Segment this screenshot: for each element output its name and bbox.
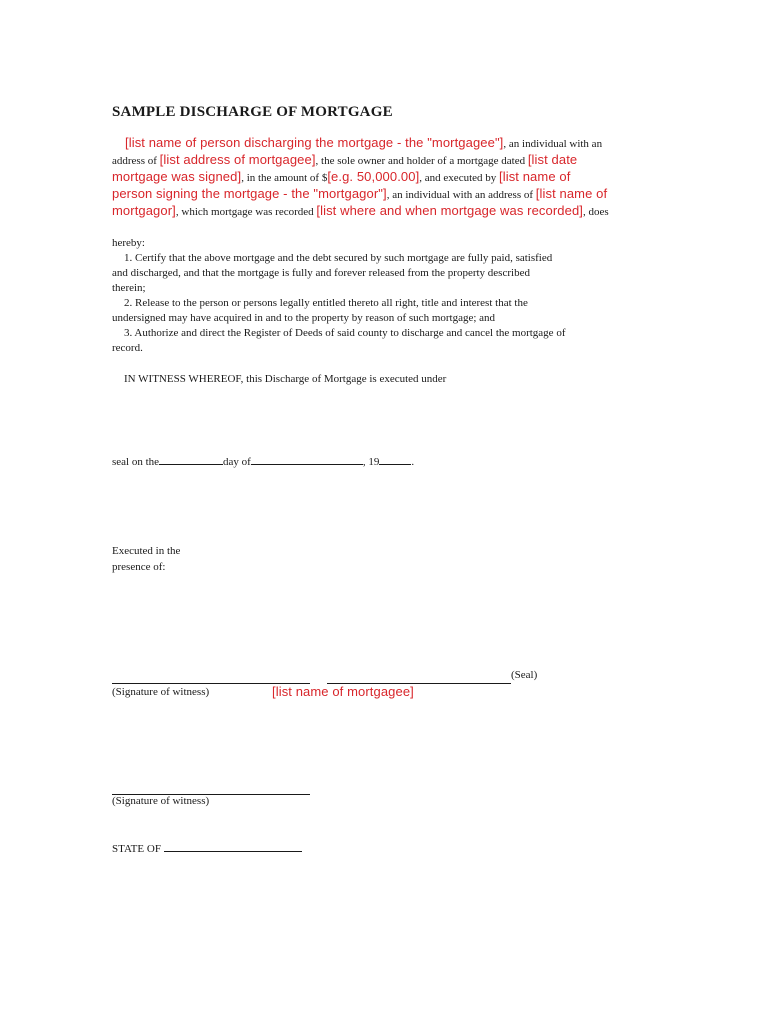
intro-text-4: , in the amount of $ [241, 172, 328, 184]
year-blank[interactable] [379, 453, 411, 465]
state-of-label: STATE OF [112, 843, 161, 855]
year-prefix-text: , 19 [362, 456, 380, 468]
intro-text-1: , an individual with an [503, 138, 603, 150]
item-1-line-b: and discharged, and that the mortgage is fully and forever released from the property described [112, 267, 530, 279]
mortgagee-signature-line[interactable] [327, 671, 511, 684]
intro-text-6: , an individual with an address of [386, 189, 534, 201]
witness-2-label: (Signature of witness) [112, 795, 210, 807]
placeholder-date-a[interactable]: [list date [527, 152, 578, 167]
placeholder-recorded[interactable]: [list where and when mortgage was recorded] [316, 203, 583, 218]
item-2-line-a: 2. Release to the person or persons legally entitled thereto all right, title and interest that the [124, 297, 528, 309]
seal-on-the-text: seal on the [112, 456, 160, 468]
placeholder-mortgagor-addr-b[interactable]: mortgagor] [112, 203, 176, 218]
month-blank[interactable] [251, 453, 363, 465]
witness-1-label: (Signature of witness) [112, 686, 210, 698]
item-1-line-c: therein; [112, 282, 146, 294]
item-3-line-b: record. [112, 342, 143, 354]
witness-whereof-text: IN WITNESS WHEREOF, this Discharge of Mortgage is executed under [124, 373, 447, 385]
placeholder-mortgagor-b[interactable]: person signing the mortgage - the "mortgagor"] [112, 186, 387, 201]
witness-2-signature-line[interactable] [112, 782, 310, 795]
item-1-line-a: 1. Certify that the above mortgage and the debt secured by such mortgage are fully paid, satisfied [124, 252, 553, 264]
intro-paragraph [112, 134, 642, 219]
placeholder-mortgagee-name[interactable]: [list name of mortgagee] [272, 684, 414, 699]
placeholder-address[interactable]: [list address of mortgagee] [159, 152, 316, 167]
placeholder-amount[interactable]: [e.g. 50,000.00] [327, 169, 420, 184]
seal-label: (Seal) [511, 669, 538, 681]
intro-text-5: , and executed by [419, 172, 497, 184]
state-of-line [112, 840, 302, 855]
placeholder-date-b[interactable]: mortgage was signed] [112, 169, 242, 184]
witness-1-signature-line[interactable] [112, 671, 310, 684]
intro-text-7: , which mortgage was recorded [175, 206, 314, 218]
executed-text-a: Executed in the [112, 545, 181, 557]
placeholder-mortgagee[interactable]: [list name of person discharging the mortgage - the "mortgagee"] [125, 135, 504, 150]
intro-text-8: , does [583, 206, 609, 218]
hereby-text: hereby: [112, 237, 145, 249]
placeholder-mortgagor-a[interactable]: [list name of [499, 169, 571, 184]
placeholder-mortgagor-addr-a[interactable]: [list name of [535, 186, 608, 201]
day-blank[interactable] [159, 453, 223, 465]
period-text: . [411, 456, 415, 468]
intro-text-3: , the sole owner and holder of a mortgage dated [315, 155, 526, 167]
discharge-items [112, 236, 642, 356]
document-title: SAMPLE DISCHARGE OF MORTGAGE [112, 104, 393, 120]
executed-text-b: presence of: [112, 561, 166, 573]
item-3-line-a: 3. Authorize and direct the Register of Deeds of said county to discharge and cancel the mortgage of [124, 327, 566, 339]
day-of-text: day of [223, 456, 251, 468]
item-2-line-b: undersigned may have acquired in and to the property by reason of such mortgage; and [112, 312, 496, 324]
state-blank[interactable] [164, 840, 302, 852]
seal-date-line [112, 453, 414, 468]
intro-text-2: address of [112, 155, 157, 167]
